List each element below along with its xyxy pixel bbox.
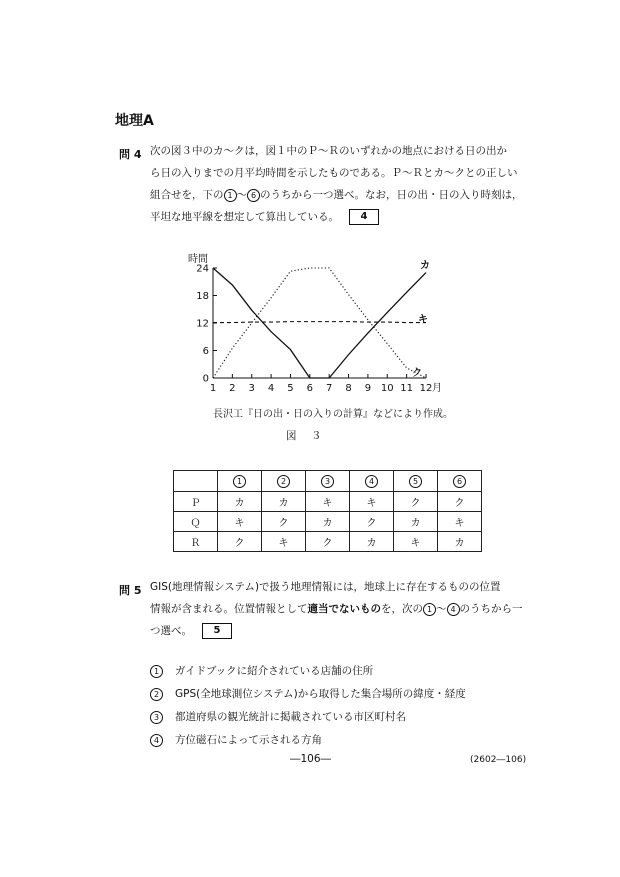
figure-caption: 図 ３ (286, 430, 324, 442)
page-code: (2602―106) (470, 755, 527, 765)
option-text: GPS(全地球測位システム)から取得した集合場所の緯度・経度 (175, 688, 466, 700)
q5-line2-bold: 適当でないもの (307, 603, 381, 615)
table-cell: ク (394, 492, 438, 512)
q5-label: 問 5 (119, 584, 142, 597)
table-header-cell (394, 471, 438, 492)
q5-line3 (150, 620, 530, 642)
figure-source: 長沢工『日の出・日の入りの計算』などにより作成。 (213, 409, 453, 420)
table-cell: キ (438, 512, 482, 532)
x-tick-label: 10 (380, 383, 394, 394)
x-tick-label: 1 (209, 383, 217, 394)
q5-line3-text: つ選べ。 (150, 625, 192, 637)
x-tick-label: 11 (400, 383, 414, 394)
x-tick-label: 7 (325, 383, 333, 394)
table-cell: Ｒ (174, 532, 218, 552)
x-tick-label: 4 (267, 383, 275, 394)
circled-number: 4 (365, 475, 378, 488)
answer-box-5: 5 (202, 623, 232, 639)
circled-number: 1 (150, 665, 163, 678)
table-cell: カ (218, 492, 262, 512)
section-title: 地理A (115, 113, 154, 129)
x-tick-label: 3 (248, 383, 255, 394)
table-header-cell (350, 471, 394, 492)
q5-line2-pre: 情報が含まれる。位置情報として (150, 603, 308, 615)
series-line-3 (213, 268, 426, 378)
table-cell: Ｑ (174, 512, 218, 532)
table-cell: カ (438, 532, 482, 552)
choices-table-wrap (173, 470, 482, 552)
series-label-1: カ (420, 260, 430, 272)
y-tick-label: 6 (202, 346, 209, 357)
table-cell: Ｐ (174, 492, 218, 512)
option-text: 方位磁石によって示される方角 (175, 734, 322, 746)
table-cell: キ (306, 492, 350, 512)
y-tick-label: 12 (196, 318, 209, 330)
page-number: ―106― (290, 753, 332, 765)
table-cell: ク (350, 512, 394, 532)
table-row (174, 532, 482, 552)
table-cell: カ (306, 512, 350, 532)
table-cell: ク (262, 512, 306, 532)
y-tick-label: 18 (196, 291, 209, 302)
table-corner-cell (174, 471, 218, 492)
circled-number: 2 (150, 688, 163, 701)
x-tick-label: 6 (306, 383, 314, 394)
table-header-cell (306, 471, 350, 492)
y-axis-label: 時間 (188, 254, 208, 265)
x-tick-label: 8 (345, 383, 352, 394)
q5-line2-tilde: ～ (436, 603, 447, 615)
circled-number-1: 1 (423, 603, 436, 616)
option-text: 都道府県の観光統計に掲載されている市区町村名 (175, 711, 406, 723)
q4-line4-text: 平坦な地平線を想定して算出している。 (150, 211, 339, 223)
circled-number: 4 (150, 734, 163, 747)
series-line-2 (213, 322, 426, 323)
option-4 (150, 732, 322, 747)
q4-line3-post: のうちから一つ選べ。なお，日の出・日の入り時刻は， (260, 189, 523, 201)
figure-3-chart (170, 240, 470, 420)
q5-line2-mid: を，次の (381, 603, 423, 615)
q5-line2 (150, 598, 530, 620)
series-label-3: ク (412, 368, 422, 379)
q4-text (150, 140, 530, 228)
circled-number: 5 (409, 475, 422, 488)
circled-number: 3 (321, 475, 334, 488)
q4-line1: 次の図３中のカ～クは，図１中のＰ～Ｒのいずれかの地点における日の出か (150, 145, 507, 157)
table-cell: カ (394, 512, 438, 532)
q4-line3-tilde: ～ (236, 189, 247, 201)
table-row (174, 492, 482, 512)
q4-line3 (150, 184, 530, 206)
table-header-cell (218, 471, 262, 492)
table-cell: カ (350, 532, 394, 552)
y-tick-label: 24 (196, 263, 209, 275)
table-cell: キ (350, 492, 394, 512)
x-tick-label: 5 (287, 383, 294, 394)
table-cell: キ (394, 532, 438, 552)
option-3 (150, 709, 406, 724)
table-cell: ク (306, 532, 350, 552)
x-axis-unit: 月 (432, 383, 442, 394)
table-cell: カ (262, 492, 306, 512)
table-header-cell (438, 471, 482, 492)
table-cell: キ (218, 512, 262, 532)
circled-number: 6 (453, 475, 466, 488)
circled-number-1: 1 (224, 189, 237, 202)
q4-label: 問 4 (119, 148, 142, 161)
table-cell: ク (438, 492, 482, 512)
q4-line3-pre: 組合せを，下の (150, 189, 224, 201)
table-header-row (174, 471, 482, 492)
circled-number: 1 (233, 475, 246, 488)
table-header-cell (262, 471, 306, 492)
series-label-2: キ (418, 314, 428, 326)
x-tick-label: 2 (229, 383, 236, 394)
option-1 (150, 663, 373, 678)
q4-line2: ら日の入りまでの月平均時間を示したものである。Ｐ～Ｒとカ～クとの正しい (150, 167, 518, 179)
choices-table (173, 470, 482, 552)
circled-number: 3 (150, 711, 163, 724)
table-row (174, 512, 482, 532)
circled-number: 2 (277, 475, 290, 488)
q4-line4 (150, 206, 530, 228)
circled-number-6: 6 (247, 189, 260, 202)
y-tick-label: 0 (202, 373, 209, 385)
q5-line2-post: のうちから一 (459, 603, 523, 615)
table-cell: ク (218, 532, 262, 552)
option-text: ガイドブックに紹介されている店舗の住所 (175, 665, 374, 677)
series-line-1 (213, 268, 426, 378)
x-tick-label: 9 (364, 383, 372, 394)
table-cell: キ (262, 532, 306, 552)
circled-number-4: 4 (447, 603, 460, 616)
q5-line1: GIS(地理情報システム)で扱う地理情報には，地球上に存在するものの位置 (150, 581, 501, 593)
q5-text (150, 576, 530, 642)
x-tick-label: 12 (419, 383, 433, 394)
option-2 (150, 686, 466, 701)
answer-box-4: 4 (349, 209, 379, 225)
